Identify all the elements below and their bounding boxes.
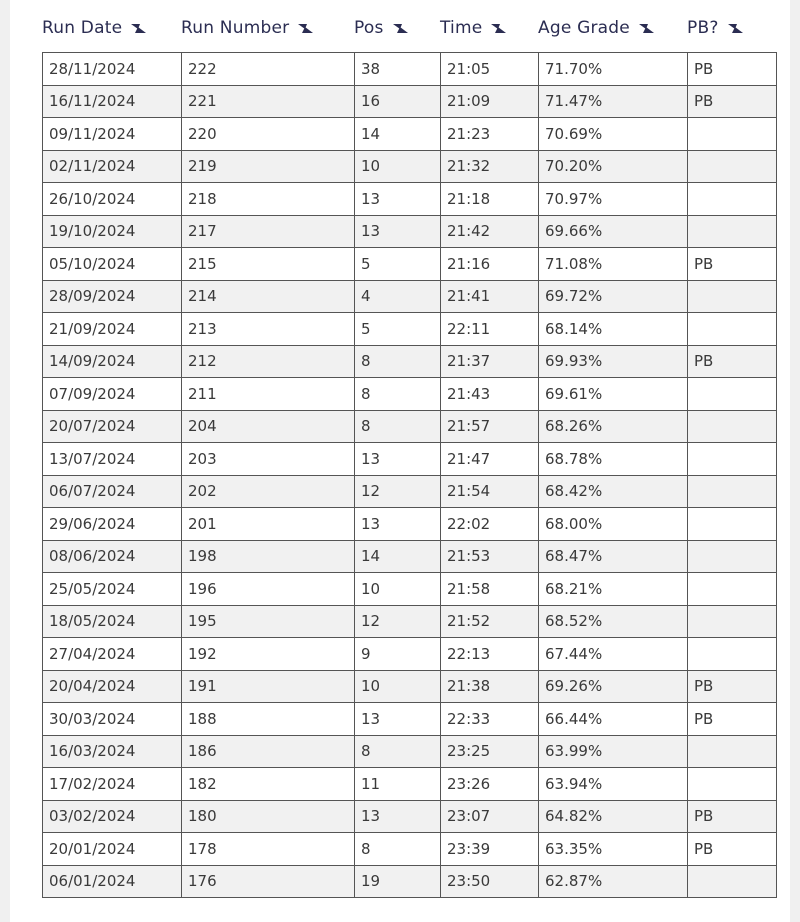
cell-run-number: 196 xyxy=(182,573,355,606)
cell-pos: 13 xyxy=(355,800,441,833)
cell-run-date: 25/05/2024 xyxy=(43,573,182,606)
cell-pb xyxy=(688,183,777,216)
table-row xyxy=(43,540,777,573)
cell-pb xyxy=(688,573,777,606)
cell-run-date: 02/11/2024 xyxy=(43,150,182,183)
table-header-row xyxy=(42,0,776,52)
table-row xyxy=(43,183,777,216)
cell-run-date: 17/02/2024 xyxy=(43,768,182,801)
cell-run-number: 221 xyxy=(182,85,355,118)
cell-age-grade: 70.20% xyxy=(539,150,688,183)
cell-pb: PB xyxy=(688,703,777,736)
sort-toggle-icon[interactable] xyxy=(130,22,148,34)
cell-run-date: 07/09/2024 xyxy=(43,378,182,411)
cell-run-date: 13/07/2024 xyxy=(43,443,182,476)
cell-age-grade: 63.35% xyxy=(539,833,688,866)
cell-age-grade: 69.93% xyxy=(539,345,688,378)
cell-pos: 10 xyxy=(355,573,441,606)
table-row xyxy=(43,53,777,86)
column-header-label: Pos xyxy=(354,18,384,38)
cell-run-number: 215 xyxy=(182,248,355,281)
cell-run-date: 18/05/2024 xyxy=(43,605,182,638)
cell-run-number: 212 xyxy=(182,345,355,378)
cell-run-number: 195 xyxy=(182,605,355,638)
table-row xyxy=(43,508,777,541)
cell-pos: 8 xyxy=(355,735,441,768)
cell-time: 21:52 xyxy=(441,605,539,638)
table-row xyxy=(43,833,777,866)
cell-time: 21:58 xyxy=(441,573,539,606)
table-row xyxy=(43,865,777,898)
cell-run-date: 20/01/2024 xyxy=(43,833,182,866)
cell-time: 21:37 xyxy=(441,345,539,378)
column-header-run-number[interactable] xyxy=(181,14,354,38)
cell-pos: 10 xyxy=(355,150,441,183)
cell-pb xyxy=(688,508,777,541)
cell-time: 23:39 xyxy=(441,833,539,866)
cell-age-grade: 67.44% xyxy=(539,638,688,671)
cell-pos: 13 xyxy=(355,508,441,541)
cell-age-grade: 63.94% xyxy=(539,768,688,801)
cell-pos: 5 xyxy=(355,248,441,281)
cell-age-grade: 69.66% xyxy=(539,215,688,248)
cell-run-number: 219 xyxy=(182,150,355,183)
cell-pb: PB xyxy=(688,833,777,866)
results-table-container xyxy=(42,0,776,898)
table-row xyxy=(43,443,777,476)
cell-time: 21:23 xyxy=(441,118,539,151)
cell-age-grade: 69.61% xyxy=(539,378,688,411)
table-row xyxy=(43,703,777,736)
column-header-label: Age Grade xyxy=(538,18,630,38)
sort-toggle-icon[interactable] xyxy=(727,22,745,34)
cell-time: 22:11 xyxy=(441,313,539,346)
cell-run-number: 188 xyxy=(182,703,355,736)
cell-pos: 5 xyxy=(355,313,441,346)
cell-pos: 14 xyxy=(355,118,441,151)
cell-run-date: 08/06/2024 xyxy=(43,540,182,573)
cell-pb: PB xyxy=(688,800,777,833)
table-row xyxy=(43,735,777,768)
cell-pb: PB xyxy=(688,670,777,703)
cell-time: 22:02 xyxy=(441,508,539,541)
cell-pb xyxy=(688,768,777,801)
cell-pb: PB xyxy=(688,53,777,86)
cell-run-number: 192 xyxy=(182,638,355,671)
cell-pos: 9 xyxy=(355,638,441,671)
cell-age-grade: 71.47% xyxy=(539,85,688,118)
cell-age-grade: 68.14% xyxy=(539,313,688,346)
cell-pos: 4 xyxy=(355,280,441,313)
cell-pos: 8 xyxy=(355,410,441,443)
cell-pb xyxy=(688,378,777,411)
cell-run-number: 182 xyxy=(182,768,355,801)
cell-pb xyxy=(688,475,777,508)
cell-run-number: 213 xyxy=(182,313,355,346)
cell-time: 21:43 xyxy=(441,378,539,411)
cell-pos: 13 xyxy=(355,215,441,248)
column-header-pos[interactable] xyxy=(354,14,440,38)
sort-toggle-icon[interactable] xyxy=(297,22,315,34)
cell-age-grade: 68.26% xyxy=(539,410,688,443)
cell-time: 22:33 xyxy=(441,703,539,736)
cell-pos: 13 xyxy=(355,703,441,736)
cell-pb xyxy=(688,735,777,768)
cell-pos: 12 xyxy=(355,475,441,508)
column-header-label: Run Number xyxy=(181,18,290,38)
cell-run-date: 30/03/2024 xyxy=(43,703,182,736)
table-row xyxy=(43,475,777,508)
cell-age-grade: 68.47% xyxy=(539,540,688,573)
cell-pos: 11 xyxy=(355,768,441,801)
cell-run-date: 06/07/2024 xyxy=(43,475,182,508)
sort-toggle-icon[interactable] xyxy=(392,22,410,34)
cell-pb xyxy=(688,150,777,183)
cell-pb xyxy=(688,118,777,151)
table-row xyxy=(43,410,777,443)
cell-age-grade: 68.00% xyxy=(539,508,688,541)
cell-age-grade: 69.26% xyxy=(539,670,688,703)
cell-run-number: 220 xyxy=(182,118,355,151)
cell-pos: 12 xyxy=(355,605,441,638)
cell-age-grade: 70.97% xyxy=(539,183,688,216)
cell-pb: PB xyxy=(688,85,777,118)
cell-pos: 38 xyxy=(355,53,441,86)
cell-run-number: 222 xyxy=(182,53,355,86)
cell-time: 21:41 xyxy=(441,280,539,313)
cell-pb xyxy=(688,540,777,573)
cell-time: 23:25 xyxy=(441,735,539,768)
cell-time: 21:54 xyxy=(441,475,539,508)
column-header-time[interactable] xyxy=(440,14,538,38)
cell-run-number: 211 xyxy=(182,378,355,411)
column-header-run-date[interactable] xyxy=(42,14,181,38)
cell-time: 21:53 xyxy=(441,540,539,573)
table-row xyxy=(43,248,777,281)
cell-time: 23:26 xyxy=(441,768,539,801)
table-row xyxy=(43,313,777,346)
cell-run-number: 176 xyxy=(182,865,355,898)
cell-pb: PB xyxy=(688,248,777,281)
cell-time: 21:18 xyxy=(441,183,539,216)
table-row xyxy=(43,378,777,411)
cell-run-number: 191 xyxy=(182,670,355,703)
table-row xyxy=(43,638,777,671)
column-header-pb[interactable] xyxy=(687,14,776,38)
cell-run-date: 20/07/2024 xyxy=(43,410,182,443)
cell-run-number: 186 xyxy=(182,735,355,768)
table-row xyxy=(43,573,777,606)
cell-run-date: 16/11/2024 xyxy=(43,85,182,118)
cell-age-grade: 68.42% xyxy=(539,475,688,508)
cell-time: 21:47 xyxy=(441,443,539,476)
cell-time: 21:05 xyxy=(441,53,539,86)
table-row xyxy=(43,670,777,703)
cell-pb xyxy=(688,410,777,443)
cell-age-grade: 63.99% xyxy=(539,735,688,768)
table-row xyxy=(43,215,777,248)
table-row xyxy=(43,85,777,118)
table-row xyxy=(43,768,777,801)
results-table xyxy=(42,52,777,898)
cell-age-grade: 66.44% xyxy=(539,703,688,736)
cell-age-grade: 64.82% xyxy=(539,800,688,833)
cell-age-grade: 68.52% xyxy=(539,605,688,638)
cell-pb xyxy=(688,443,777,476)
cell-time: 21:32 xyxy=(441,150,539,183)
cell-run-date: 05/10/2024 xyxy=(43,248,182,281)
cell-pb xyxy=(688,638,777,671)
cell-run-date: 06/01/2024 xyxy=(43,865,182,898)
cell-pos: 16 xyxy=(355,85,441,118)
cell-run-number: 214 xyxy=(182,280,355,313)
content-panel xyxy=(10,0,790,922)
cell-pb xyxy=(688,865,777,898)
column-header-label: Time xyxy=(440,18,483,38)
cell-pb xyxy=(688,605,777,638)
column-header-age-grade[interactable] xyxy=(538,14,687,38)
cell-run-number: 204 xyxy=(182,410,355,443)
cell-pos: 19 xyxy=(355,865,441,898)
cell-run-date: 03/02/2024 xyxy=(43,800,182,833)
table-row xyxy=(43,280,777,313)
cell-time: 21:57 xyxy=(441,410,539,443)
cell-time: 21:16 xyxy=(441,248,539,281)
cell-run-date: 16/03/2024 xyxy=(43,735,182,768)
table-row xyxy=(43,605,777,638)
cell-run-number: 201 xyxy=(182,508,355,541)
cell-pb xyxy=(688,313,777,346)
cell-pos: 8 xyxy=(355,345,441,378)
cell-age-grade: 71.70% xyxy=(539,53,688,86)
cell-age-grade: 70.69% xyxy=(539,118,688,151)
cell-run-number: 202 xyxy=(182,475,355,508)
cell-age-grade: 69.72% xyxy=(539,280,688,313)
cell-pb xyxy=(688,215,777,248)
cell-time: 23:07 xyxy=(441,800,539,833)
cell-run-date: 28/11/2024 xyxy=(43,53,182,86)
column-header-label: Run Date xyxy=(42,18,123,38)
cell-time: 21:42 xyxy=(441,215,539,248)
cell-age-grade: 68.21% xyxy=(539,573,688,606)
cell-run-number: 180 xyxy=(182,800,355,833)
cell-run-date: 28/09/2024 xyxy=(43,280,182,313)
cell-run-date: 09/11/2024 xyxy=(43,118,182,151)
cell-time: 23:50 xyxy=(441,865,539,898)
cell-pb: PB xyxy=(688,345,777,378)
table-row xyxy=(43,150,777,183)
table-row xyxy=(43,345,777,378)
cell-run-date: 14/09/2024 xyxy=(43,345,182,378)
cell-run-date: 19/10/2024 xyxy=(43,215,182,248)
cell-pos: 13 xyxy=(355,183,441,216)
cell-run-date: 20/04/2024 xyxy=(43,670,182,703)
cell-run-date: 27/04/2024 xyxy=(43,638,182,671)
cell-run-date: 21/09/2024 xyxy=(43,313,182,346)
column-header-label: PB? xyxy=(687,18,719,38)
table-row xyxy=(43,118,777,151)
cell-time: 21:09 xyxy=(441,85,539,118)
cell-pos: 13 xyxy=(355,443,441,476)
sort-toggle-icon[interactable] xyxy=(490,22,508,34)
cell-age-grade: 68.78% xyxy=(539,443,688,476)
table-row xyxy=(43,800,777,833)
cell-run-number: 218 xyxy=(182,183,355,216)
cell-run-date: 29/06/2024 xyxy=(43,508,182,541)
cell-age-grade: 71.08% xyxy=(539,248,688,281)
cell-pos: 8 xyxy=(355,378,441,411)
cell-time: 21:38 xyxy=(441,670,539,703)
cell-run-number: 217 xyxy=(182,215,355,248)
cell-run-number: 198 xyxy=(182,540,355,573)
cell-pos: 10 xyxy=(355,670,441,703)
cell-pos: 8 xyxy=(355,833,441,866)
cell-pos: 14 xyxy=(355,540,441,573)
sort-toggle-icon[interactable] xyxy=(638,22,656,34)
cell-run-date: 26/10/2024 xyxy=(43,183,182,216)
cell-run-number: 178 xyxy=(182,833,355,866)
cell-pb xyxy=(688,280,777,313)
cell-age-grade: 62.87% xyxy=(539,865,688,898)
cell-run-number: 203 xyxy=(182,443,355,476)
cell-time: 22:13 xyxy=(441,638,539,671)
